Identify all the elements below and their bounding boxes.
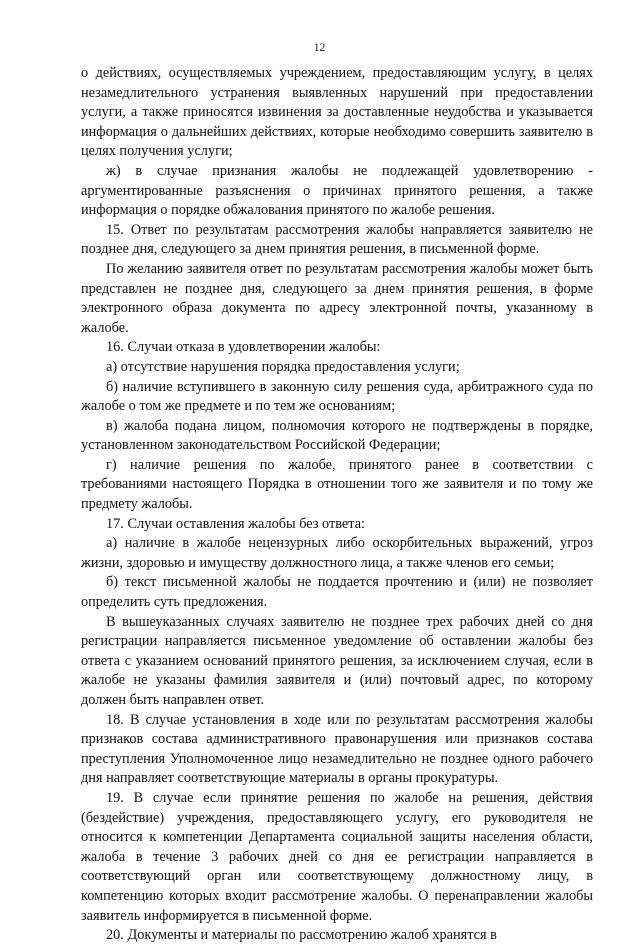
paragraph-15-electronic-reply: По желанию заявителя ответ по результатам рассмотрения жалобы может быть представлен не позднее дня, следующего за днем принятия решения, в форме электронного образа документа по адресу электронной почты, указанному в жалобе.: [81, 260, 593, 336]
paragraph-16-g: г) наличие решения по жалобе, принятого ранее в соответствии с требованиями настоящего Порядка в отношении того же заявителя и по тому же предмету жалобы.: [81, 456, 593, 513]
paragraph-18: 18. В случае установления в ходе или по результатам рассмотрения жалобы признаков состава административного правонарушения или признаков состава преступления Уполномоченное лицо незамедлительно не позднее одного рабочего дня направляет соответствующие материалы в органы прокуратуры.: [81, 711, 593, 787]
paragraph-17-a: а) наличие в жалобе нецензурных либо оскорбительных выражений, угроз жизни, здоровью и имуществу должностного лица, а также членов его семьи;: [81, 535, 593, 571]
document-body: [81, 64, 593, 946]
paragraph-17-b: б) текст письменной жалобы не поддается прочтению и (или) не позволяет определить суть предложения.: [81, 574, 593, 611]
paragraph-continuation: о действиях, осуществляемых учреждением, предоставляющим услугу, в целях незамедлительного устранения выявленных нарушений при предоставлении услуги, а также приносятся извинения за доставленные неудобства и указывается информация о дальнейших действиях, которые необходимо совершить заявителю в целях получения услуги;: [81, 65, 593, 160]
paragraph-16-v: в) жалоба подана лицом, полномочия которого не подтверждены в порядке, установленном законодательством Российской Федерации;: [81, 417, 593, 454]
page-number: 12: [313, 42, 326, 54]
paragraph-17-notification: В вышеуказанных случаях заявителю не позднее трех рабочих дней со дня регистрации направляется письменное уведомление об оставлении жалобы без ответа с указанием оснований принятого решения, за исключением случая, если в жалобе не указаны фамилия заявителя и (или) почтовый адрес, по которому должен быть направлен ответ.: [81, 613, 593, 708]
paragraph-17-heading: 17. Случаи оставления жалобы без ответа:: [106, 515, 366, 532]
paragraph-15: 15. Ответ по результатам рассмотрения жалобы направляется заявителю не позднее дня, следующего за днем принятия решения, в письменной форме.: [81, 221, 593, 258]
paragraph-20: 20. Документы и материалы по рассмотрению жалоб хранятся в: [106, 927, 497, 944]
paragraph-16-a: а) отсутствие нарушения порядка предоставления услуги;: [106, 358, 460, 375]
paragraph-16-heading: 16. Случаи отказа в удовлетворении жалобы:: [106, 339, 381, 356]
paragraph-16-b: б) наличие вступившего в законную силу решения суда, арбитражного суда по жалобе о том же предмете и по тем же основаниям;: [81, 378, 593, 415]
paragraph-item-zh: ж) в случае признания жалобы не подлежащей удовлетворению - аргументированные разъяснения о причинах принятого решения, а также информация о порядке обжалования принятого по жалобе решения.: [81, 162, 593, 219]
paragraph-19: 19. В случае если принятие решения по жалобе на решения, действия (бездействие) учреждения, предоставляющего услугу, его руководителя не относится к компетенции Департамента социальной защиты населения области, жалоба в течение 3 рабочих дней со дня ее регистрации направляется в соответствующий орган или соответствующему должностному лицу, в компетенцию которых входит рассмотрение жалобы. О перенаправлении жалобы заявитель информируется в письменной форме.: [81, 789, 593, 924]
